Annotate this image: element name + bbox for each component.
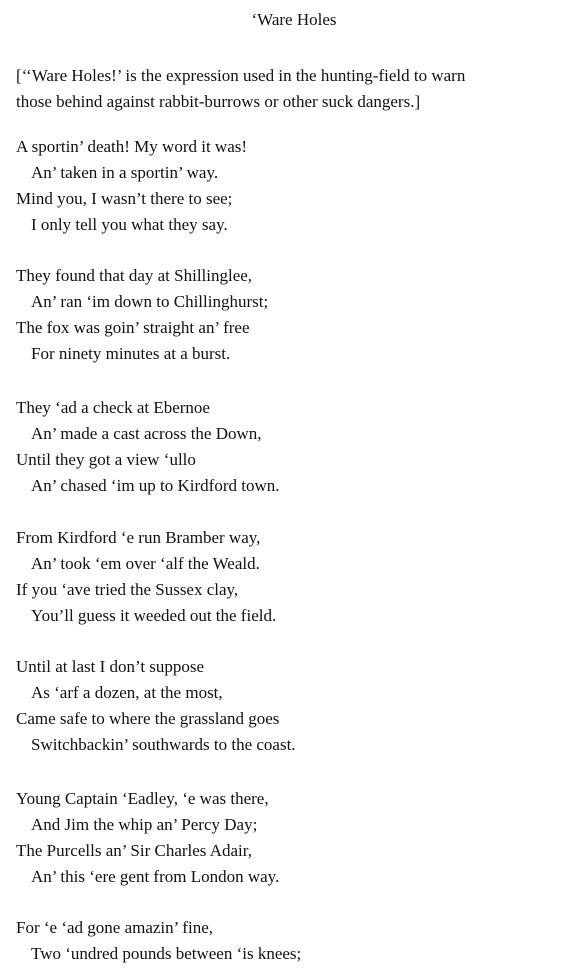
verse-line: The Purcells an’ Sir Charles Adair, bbox=[16, 841, 252, 860]
verse-line: Came safe to where the grassland goes bbox=[16, 709, 280, 728]
verse-line: From Kirdford ‘e run Bramber way, bbox=[16, 528, 261, 547]
verse-line: Until they got a view ‘ullo bbox=[16, 450, 196, 469]
stanza-2 bbox=[16, 263, 582, 367]
verse-line: An’ ran ‘im down to Chillinghurst; bbox=[31, 292, 269, 311]
stanza-4 bbox=[16, 525, 582, 629]
poem-title: ‘Ware Holes bbox=[251, 10, 337, 29]
verse-line: An’ made a cast across the Down, bbox=[31, 424, 262, 443]
verse-line: For ninety minutes at a burst. bbox=[31, 344, 231, 363]
verse-line: Two ‘undred pounds between ‘is knees; bbox=[31, 944, 302, 963]
stanza-5 bbox=[16, 654, 582, 758]
verse-line: If you ‘ave tried the Sussex clay, bbox=[16, 580, 239, 599]
verse-line: Switchbackin’ southwards to the coast. bbox=[31, 735, 296, 754]
verse-line: Young Captain ‘Eadley, ‘e was there, bbox=[16, 789, 269, 808]
verse-line: You’ll guess it weeded out the field. bbox=[31, 606, 277, 625]
verse-line: An’ taken in a sportin’ way. bbox=[31, 163, 219, 182]
stanza-7 bbox=[16, 915, 582, 967]
verse-line: Mind you, I wasn’t there to see; bbox=[16, 189, 233, 208]
verse-line: An’ took ‘em over ‘alf the Weald. bbox=[31, 554, 260, 573]
verse-line: A sportin’ death! My word it was! bbox=[16, 137, 248, 156]
verse-line: I only tell you what they say. bbox=[31, 215, 228, 234]
intro-line: those behind against rabbit-burrows or other suck dangers.] bbox=[16, 92, 421, 111]
verse-line: The fox was goin’ straight an’ free bbox=[16, 318, 250, 337]
intro-note bbox=[16, 63, 582, 115]
verse-line: Until at last I don’t suppose bbox=[16, 657, 205, 676]
stanza-6 bbox=[16, 786, 582, 890]
intro-line: [‘‘Ware Holes!’ is the expression used in the hunting-field to warn bbox=[16, 66, 466, 85]
stanza-1 bbox=[16, 134, 582, 238]
stanza-3 bbox=[16, 395, 582, 499]
verse-line: An’ this ‘ere gent from London way. bbox=[31, 867, 280, 886]
verse-line: They ‘ad a check at Ebernoe bbox=[16, 398, 210, 417]
verse-line: As ‘arf a dozen, at the most, bbox=[31, 683, 223, 702]
verse-line: They found that day at Shillinglee, bbox=[16, 266, 253, 285]
verse-line: And Jim the whip an’ Percy Day; bbox=[31, 815, 258, 834]
verse-line: For ‘e ‘ad gone amazin’ fine, bbox=[16, 918, 213, 937]
verse-line: An’ chased ‘im up to Kirdford town. bbox=[31, 476, 280, 495]
